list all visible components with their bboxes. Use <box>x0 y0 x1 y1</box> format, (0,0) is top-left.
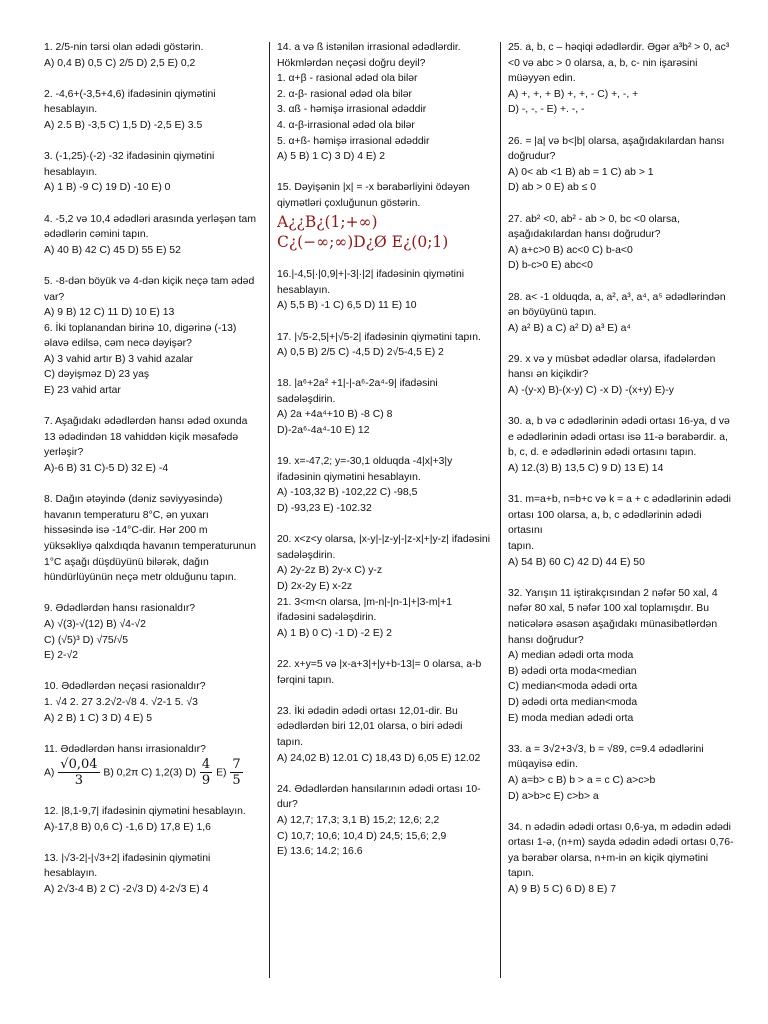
question-30: 30. a, b və c ədədlərinin ədədi ortası 16-ya, d və e ədədlərinin ədədi ortası isə 11-ə bərabərdir. a, b, c, d. e ədədlərinin ədədi ortasını tapın. A) 12.(3) B) 13,5 C) 9 D) 13 E) 14 <box>508 416 730 475</box>
question-14: 14. a və ß istənilən irrasional ədədlərdir. Hökmlərdən neçəsi doğru deyil? 1. α+β - rasional ədəd ola bilər 2. α-β- rasional ədəd ola bilər 3. αß - həmişə irrasional ədəddir 4. α-β-irrasional ədəd ola bilər 5. α+ß- həmişə irrasional ədəddir A) 5 B) 1 C) 3 D) 4 E) 2 <box>277 42 461 163</box>
q11-option-a-fraction <box>58 757 99 788</box>
question-7: 7. Aşağıdakı ədədlərdən hansı ədəd oxunda 13 ədədindən 18 vahiddən kiçik məsafədə yerləşir? A)-6 B) 31 C)-5 D) 32 E) -4 <box>44 416 248 475</box>
question-18: 18. |a⁶+2a² +1|-|-a⁶-2a⁴-9| ifadəsini sadələşdirin. A) 2a +4a⁴+10 B) -8 C) 8 D)-2a⁶-4a⁴-10 E) 12 <box>277 378 438 437</box>
q11-options-bcd: B) 0,2π C) 1,2(3) D) <box>103 767 197 779</box>
column-1 <box>44 40 258 1000</box>
q11-option-a-label: A) <box>44 767 55 779</box>
question-32: 32. Yarışın 11 iştirakçısından 2 nəfər 50 xal, 4 nəfər 80 xal, 5 nəfər 100 xal toplamışdır. Bu nəticələrə əsasən aşağıdakı münasibətlərdən hansı doğrudur? A) median ədədi orta moda B) ədədi orta moda<median C) median<moda ədədi orta D) ədədi orta median<moda E) moda median ədədi orta <box>508 587 718 724</box>
question-16: 16.|-4,5|·|0,9|+|-3|·|2| ifadəsinin qiymətini hesablayın. A) 5,5 B) -1 C) 6,5 D) 11 E) 10 <box>277 269 465 312</box>
q11-e-numerator: 7 <box>232 757 241 773</box>
question-5: 5. -8-dən böyük və 4-dən kiçik neçə tam ədəd var? A) 9 B) 12 C) 11 D) 10 E) 13 <box>44 275 255 319</box>
question-26: 26. = |a| və b<|b| olarsa, aşağıdakılardan hansı doğrudur? A) 0< ab <1 B) ab = 1 C) ab > 1 D) ab > 0 E) ab ≤ 0 <box>508 135 725 194</box>
question-8: 8. Dağın ətəyində (dəniz səviyyəsində) havanın temperaturu 8°C, ən yuxarı hissəsində isə -14°C-dir. Hər 200 m yüksəkliyə qalxdıqda havanın temperaturunun 1°C aşağı düşdüyünü bilərək, dağın hündürlüyünün neçə metr olduğunu tapın. <box>44 494 256 584</box>
q11-option-e-fraction <box>230 757 242 788</box>
question-19: 19. x=-47,2; y=-30,1 olduqda -4|x|+3|y ifadəsinin qiymətini hesablayın. A) -103,32 B) -102,22 C) -98,5 D) -93,23 E) -102.32 <box>277 456 453 515</box>
question-34: 34. n ədədin ədədi ortası 0,6-ya, m ədədin ədədi ortası 1-ə, (n+m) sayda ədədin ədədi ortası 0,76-ya bərabər olarsa, n+m-in ən kiçik qiymətini tapın. A) 9 B) 5 C) 6 D) 8 E) 7 <box>508 821 734 896</box>
question-11-options <box>44 757 258 788</box>
question-29: 29. x və y müsbət ədədlər olarsa, ifadələrdən hansı ən kiçikdir? A) -(y-x) B)-(x-y) C) -x D) -(x+y) E)-y <box>508 353 716 397</box>
question-15: 15. Dəyişənin |x| = -x bərabərliyini ödəyən qiymətləri çoxluğunun göstərin. <box>277 182 470 209</box>
question-21: 21. 3<m<n olarsa, |m-n|-|n-1|+|3-m|+1 ifadəsini sadələşdirin. A) 1 B) 0 C) -1 D) -2 E) 2 <box>277 596 453 639</box>
question-31: 31. m=a+b, n=b+c və k = a + c ədədlərinin ədədi ortası 100 olarsa, a, b, c ədədlərinin ədədi ortasını tapın. A) 54 B) 60 C) 42 D) 44 E) 50 <box>508 494 731 568</box>
column-2 <box>277 40 490 1000</box>
question-13: 13. |√3-2|-|√3+2| ifadəsinin qiymətini hesablayın. A) 2√3-4 B) 2 C) -2√3 D) 4-2√3 E) 4 <box>44 852 211 895</box>
question-4: 4. -5,2 və 10,4 ədədləri arasında yerləşən tam ədədlərin cəmini tapın. A) 40 B) 42 C) 45 D) 55 E) 52 <box>44 213 256 256</box>
question-12: 12. |8,1-9,7| ifadəsinin qiymətini hesablayın. A)-17,8 B) 0,6 C) -1,6 D) 17,8 E) 1,6 <box>44 805 246 833</box>
column-3 <box>508 40 736 1000</box>
question-22: 22. x+y=5 və |x-a+3|+|y+b-13|= 0 olarsa, a-b fərqini tapın. <box>277 658 482 686</box>
q11-e-denominator: 5 <box>232 773 241 789</box>
q11-option-e-label: E) <box>216 767 227 779</box>
q11-a-numerator: √0,04 <box>60 757 98 773</box>
column-divider-right <box>500 42 501 978</box>
question-1: 1. 2/5-nin tərsi olan ədədi göstərin. A) 0,4 B) 0,5 C) 2/5 D) 2,5 E) 0,2 <box>44 42 204 69</box>
question-9: 9. Ədədlərdən hansı rasionaldır? A) √(3)-√(12) B) √4-√2 C) (√5)³ D) √75/√5 E) 2-√2 <box>44 603 196 662</box>
column-divider-left <box>269 42 270 978</box>
q11-d-numerator: 4 <box>201 757 211 773</box>
question-10: 10. Ədədlərdən neçəsi rasionaldır? 1. √4 2. 27 3.2√2-√8 4. √2-1 5. √3 A) 2 B) 1 C) 3 D) 4 E) 5 <box>44 681 206 724</box>
question-27: 27. ab² <0, ab² - ab > 0, bc <0 olarsa, aşağıdakılardan hansı doğrudur? A) a+c>0 B) ac<0 C) b-a<0 D) b-c>0 E) abc<0 <box>508 213 680 272</box>
question-23: 23. İki ədədin ədədi ortası 12,01-dir. Bu ədədlərdən biri 12,01 olarsa, o biri ədədi tapın. A) 24,02 B) 12.01 C) 18,43 D) 6,05 E) 12.02 <box>277 705 481 764</box>
q11-a-denominator: 3 <box>74 773 84 789</box>
question-33: 33. a = 3√2+3√3, b = √89, c=9.4 ədədlərini müqayisə edin. A) a=b> c B) b > a = c C) a>c>b D) a>b>c E) c>b> a <box>508 743 704 802</box>
question-2: 2. -4,6+(-3,5+4,6) ifadəsinin qiymətini hesablayın. A) 2.5 B) -3,5 C) 1,5 D) -2,5 E) 3.5 <box>44 88 216 131</box>
q11-option-d-fraction <box>200 757 212 788</box>
question-11-title: 11. Ədədlərdən hansı irrasionaldır? <box>44 743 206 755</box>
q15-options-line-1: A¿¿B¿(1;+∞) <box>277 212 378 231</box>
question-6: 6. İki toplanandan birinə 10, digərinə (-13) əlavə edilsə, cəm necə dəyişər? A) 3 vahid artır B) 3 vahid azalar C) dəyişməz D) 23 yaş E) 23 vahid artar <box>44 322 237 397</box>
q11-d-denominator: 9 <box>201 773 211 789</box>
question-25: 25. a, b, c – həqiqi ədədlərdir. Əgər a³b² > 0, ac³ <0 və abc > 0 olarsa, a, b, c- nin işarəsini müəyyən edin. A) +, +, + B) +, +, - C) +, -, + D) -, -, - E) +. -, - <box>508 42 730 116</box>
question-24: 24. Ədədlərdən hansılarının ədədi ortası 10-dur? A) 12,7; 17,3; 3,1 B) 15,2; 12,6; 2,2 C) 10,7; 10,6; 10,4 D) 24,5; 15,6; 2,9 E) 13.6; 14.2; 16.6 <box>277 783 481 858</box>
question-20: 20. x<z<y olarsa, |x-y|-|z-y|-|z-x|+|y-z| ifadəsini sadələşdirin. A) 2y-2z B) 2y-x C) y-z D) 2x-2y E) x-2z <box>277 534 490 592</box>
question-3: 3. (-1,25)·(-2) -32 ifadəsinin qiymətini hesablayın. A) 1 B) -9 C) 19 D) -10 E) 0 <box>44 151 215 194</box>
question-28: 28. a< -1 olduqda, a, a², a³, a⁴, a⁵ ədədlərindən ən böyüyünü tapın. A) a² B) a C) a² D) a³ E) a⁴ <box>508 291 726 334</box>
q15-options-line-2: C¿(−∞;∞)D¿Ø E¿(0;1) <box>277 232 449 251</box>
question-17: 17. |√5-2,5|+|√5-2| ifadəsinin qiymətini tapın. A) 0,5 B) 2/5 C) -4,5 D) 2√5-4,5 E) 2 <box>277 331 481 359</box>
